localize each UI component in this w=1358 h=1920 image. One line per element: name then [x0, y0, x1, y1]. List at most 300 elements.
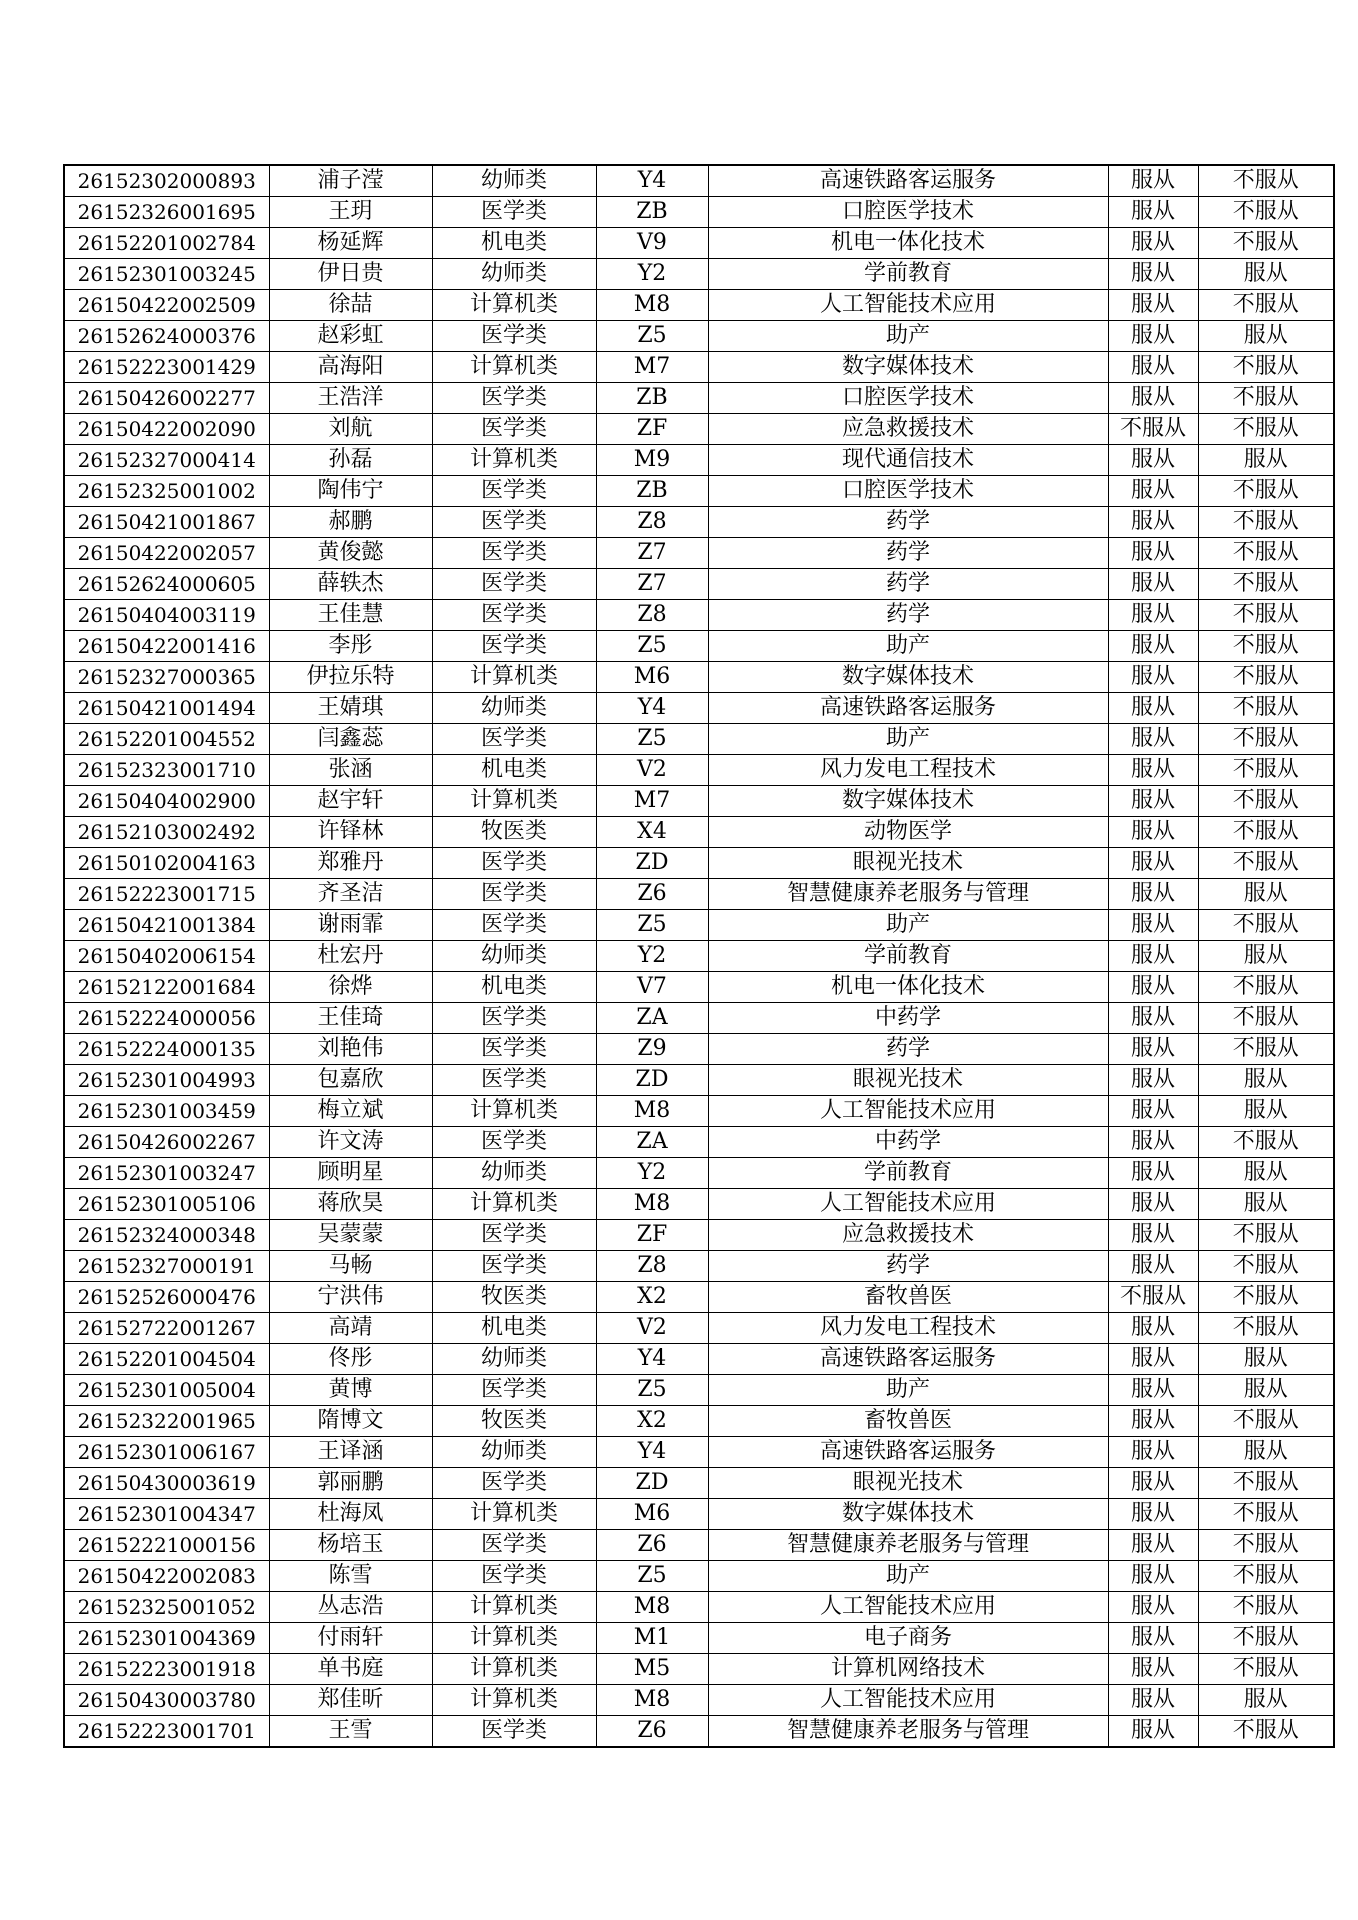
code-cell: X2	[596, 1406, 708, 1437]
table-row	[64, 693, 1334, 724]
name-cell: 薛轶杰	[269, 569, 432, 600]
name-cell: 孙磊	[269, 445, 432, 476]
adjust-cell: 服从	[1108, 476, 1198, 507]
code-cell: Y4	[596, 165, 708, 197]
exam-number-cell: 26152325001052	[64, 1592, 269, 1623]
exam-number-cell: 26150426002267	[64, 1127, 269, 1158]
transfer-cell: 不服从	[1198, 786, 1334, 817]
table-row	[64, 1716, 1334, 1748]
name-cell: 郭丽鹏	[269, 1468, 432, 1499]
adjust-cell: 服从	[1108, 879, 1198, 910]
adjust-cell: 服从	[1108, 1189, 1198, 1220]
table-row	[64, 1685, 1334, 1716]
category-cell: 医学类	[432, 1220, 596, 1251]
adjust-cell: 服从	[1108, 600, 1198, 631]
exam-number-cell: 26150102004163	[64, 848, 269, 879]
name-cell: 顾明星	[269, 1158, 432, 1189]
code-cell: M9	[596, 445, 708, 476]
category-cell: 幼师类	[432, 259, 596, 290]
major-cell: 眼视光技术	[708, 1065, 1108, 1096]
category-cell: 医学类	[432, 1375, 596, 1406]
exam-number-cell: 26152201002784	[64, 228, 269, 259]
transfer-cell: 服从	[1198, 1065, 1334, 1096]
table-row	[64, 910, 1334, 941]
category-cell: 计算机类	[432, 662, 596, 693]
table-row	[64, 941, 1334, 972]
transfer-cell: 不服从	[1198, 662, 1334, 693]
category-cell: 医学类	[432, 321, 596, 352]
table-row	[64, 1003, 1334, 1034]
category-cell: 医学类	[432, 600, 596, 631]
name-cell: 徐烨	[269, 972, 432, 1003]
adjust-cell: 服从	[1108, 1654, 1198, 1685]
transfer-cell: 不服从	[1198, 1003, 1334, 1034]
transfer-cell: 不服从	[1198, 1499, 1334, 1530]
table-row	[64, 1313, 1334, 1344]
transfer-cell: 不服从	[1198, 383, 1334, 414]
category-cell: 机电类	[432, 228, 596, 259]
adjust-cell: 服从	[1108, 1499, 1198, 1530]
name-cell: 杨培玉	[269, 1530, 432, 1561]
major-cell: 学前教育	[708, 941, 1108, 972]
exam-number-cell: 26152301004993	[64, 1065, 269, 1096]
name-cell: 杜海凤	[269, 1499, 432, 1530]
exam-number-cell: 26152302000893	[64, 165, 269, 197]
major-cell: 助产	[708, 321, 1108, 352]
code-cell: Y4	[596, 1437, 708, 1468]
major-cell: 数字媒体技术	[708, 1499, 1108, 1530]
adjust-cell: 服从	[1108, 165, 1198, 197]
exam-number-cell: 26152301005004	[64, 1375, 269, 1406]
category-cell: 医学类	[432, 1127, 596, 1158]
category-cell: 计算机类	[432, 290, 596, 321]
code-cell: Z5	[596, 910, 708, 941]
code-cell: ZA	[596, 1127, 708, 1158]
exam-number-cell: 26152301005106	[64, 1189, 269, 1220]
major-cell: 中药学	[708, 1003, 1108, 1034]
exam-number-cell: 26150421001494	[64, 693, 269, 724]
major-cell: 现代通信技术	[708, 445, 1108, 476]
table-row	[64, 259, 1334, 290]
category-cell: 牧医类	[432, 1406, 596, 1437]
adjust-cell: 服从	[1108, 1685, 1198, 1716]
table-row	[64, 569, 1334, 600]
exam-number-cell: 26152224000056	[64, 1003, 269, 1034]
category-cell: 医学类	[432, 1065, 596, 1096]
name-cell: 伊拉乐特	[269, 662, 432, 693]
code-cell: V2	[596, 1313, 708, 1344]
major-cell: 数字媒体技术	[708, 352, 1108, 383]
exam-number-cell: 26152323001710	[64, 755, 269, 786]
adjust-cell: 服从	[1108, 786, 1198, 817]
name-cell: 郑雅丹	[269, 848, 432, 879]
exam-number-cell: 26152526000476	[64, 1282, 269, 1313]
name-cell: 单书庭	[269, 1654, 432, 1685]
adjust-cell: 服从	[1108, 1716, 1198, 1748]
exam-number-cell: 26152322001965	[64, 1406, 269, 1437]
name-cell: 李彤	[269, 631, 432, 662]
table-row	[64, 197, 1334, 228]
code-cell: M7	[596, 352, 708, 383]
transfer-cell: 不服从	[1198, 1406, 1334, 1437]
major-cell: 数字媒体技术	[708, 786, 1108, 817]
exam-number-cell: 26150422002090	[64, 414, 269, 445]
transfer-cell: 服从	[1198, 1189, 1334, 1220]
exam-number-cell: 26152301003247	[64, 1158, 269, 1189]
major-cell: 风力发电工程技术	[708, 755, 1108, 786]
transfer-cell: 服从	[1198, 259, 1334, 290]
exam-number-cell: 26152223001918	[64, 1654, 269, 1685]
major-cell: 高速铁路客运服务	[708, 1344, 1108, 1375]
category-cell: 计算机类	[432, 1096, 596, 1127]
adjust-cell: 服从	[1108, 321, 1198, 352]
transfer-cell: 不服从	[1198, 1716, 1334, 1748]
major-cell: 口腔医学技术	[708, 476, 1108, 507]
name-cell: 包嘉欣	[269, 1065, 432, 1096]
name-cell: 闫鑫蕊	[269, 724, 432, 755]
adjust-cell: 服从	[1108, 383, 1198, 414]
exam-number-cell: 26152624000376	[64, 321, 269, 352]
adjust-cell: 服从	[1108, 941, 1198, 972]
code-cell: ZB	[596, 383, 708, 414]
name-cell: 黄博	[269, 1375, 432, 1406]
major-cell: 助产	[708, 631, 1108, 662]
category-cell: 幼师类	[432, 1437, 596, 1468]
adjust-cell: 服从	[1108, 693, 1198, 724]
major-cell: 眼视光技术	[708, 848, 1108, 879]
name-cell: 宁洪伟	[269, 1282, 432, 1313]
transfer-cell: 不服从	[1198, 631, 1334, 662]
transfer-cell: 服从	[1198, 879, 1334, 910]
code-cell: M8	[596, 1189, 708, 1220]
exam-number-cell: 26152223001715	[64, 879, 269, 910]
category-cell: 医学类	[432, 1034, 596, 1065]
table-row	[64, 1530, 1334, 1561]
name-cell: 佟彤	[269, 1344, 432, 1375]
adjust-cell: 服从	[1108, 1158, 1198, 1189]
transfer-cell: 不服从	[1198, 290, 1334, 321]
table-row	[64, 165, 1334, 197]
transfer-cell: 不服从	[1198, 476, 1334, 507]
exam-number-cell: 26152103002492	[64, 817, 269, 848]
category-cell: 医学类	[432, 1561, 596, 1592]
transfer-cell: 不服从	[1198, 1251, 1334, 1282]
major-cell: 学前教育	[708, 1158, 1108, 1189]
transfer-cell: 不服从	[1198, 1034, 1334, 1065]
table-row	[64, 383, 1334, 414]
major-cell: 眼视光技术	[708, 1468, 1108, 1499]
exam-number-cell: 26152201004504	[64, 1344, 269, 1375]
table-row	[64, 972, 1334, 1003]
exam-number-cell: 26150421001384	[64, 910, 269, 941]
transfer-cell: 服从	[1198, 1437, 1334, 1468]
code-cell: ZD	[596, 1065, 708, 1096]
category-cell: 计算机类	[432, 1499, 596, 1530]
transfer-cell: 不服从	[1198, 910, 1334, 941]
code-cell: M8	[596, 1096, 708, 1127]
major-cell: 畜牧兽医	[708, 1406, 1108, 1437]
major-cell: 高速铁路客运服务	[708, 165, 1108, 197]
name-cell: 刘航	[269, 414, 432, 445]
table-row	[64, 1406, 1334, 1437]
transfer-cell: 不服从	[1198, 755, 1334, 786]
category-cell: 医学类	[432, 1716, 596, 1748]
category-cell: 医学类	[432, 1468, 596, 1499]
adjust-cell: 服从	[1108, 352, 1198, 383]
major-cell: 助产	[708, 724, 1108, 755]
name-cell: 许铎林	[269, 817, 432, 848]
code-cell: Z8	[596, 507, 708, 538]
name-cell: 吴蒙蒙	[269, 1220, 432, 1251]
transfer-cell: 不服从	[1198, 228, 1334, 259]
table-row	[64, 1468, 1334, 1499]
code-cell: ZA	[596, 1003, 708, 1034]
name-cell: 付雨轩	[269, 1623, 432, 1654]
name-cell: 蒋欣昊	[269, 1189, 432, 1220]
name-cell: 陈雪	[269, 1561, 432, 1592]
name-cell: 徐喆	[269, 290, 432, 321]
category-cell: 医学类	[432, 507, 596, 538]
student-table	[63, 164, 1335, 1748]
category-cell: 计算机类	[432, 1623, 596, 1654]
code-cell: Y4	[596, 693, 708, 724]
adjust-cell: 服从	[1108, 1096, 1198, 1127]
name-cell: 王婧琪	[269, 693, 432, 724]
category-cell: 医学类	[432, 1003, 596, 1034]
exam-number-cell: 26150422002083	[64, 1561, 269, 1592]
adjust-cell: 服从	[1108, 507, 1198, 538]
adjust-cell: 服从	[1108, 290, 1198, 321]
exam-number-cell: 26152326001695	[64, 197, 269, 228]
table-row	[64, 290, 1334, 321]
transfer-cell: 不服从	[1198, 538, 1334, 569]
code-cell: V9	[596, 228, 708, 259]
table-row	[64, 662, 1334, 693]
code-cell: Z8	[596, 600, 708, 631]
table-row	[64, 1592, 1334, 1623]
code-cell: Z6	[596, 879, 708, 910]
code-cell: Z7	[596, 569, 708, 600]
code-cell: Z5	[596, 724, 708, 755]
adjust-cell: 服从	[1108, 1251, 1198, 1282]
code-cell: M6	[596, 1499, 708, 1530]
exam-number-cell: 26152301004369	[64, 1623, 269, 1654]
code-cell: M1	[596, 1623, 708, 1654]
category-cell: 计算机类	[432, 1654, 596, 1685]
adjust-cell: 服从	[1108, 631, 1198, 662]
table-row	[64, 786, 1334, 817]
name-cell: 王佳慧	[269, 600, 432, 631]
name-cell: 王浩洋	[269, 383, 432, 414]
exam-number-cell: 26152201004552	[64, 724, 269, 755]
major-cell: 人工智能技术应用	[708, 1592, 1108, 1623]
code-cell: Y2	[596, 1158, 708, 1189]
transfer-cell: 服从	[1198, 1096, 1334, 1127]
adjust-cell: 服从	[1108, 569, 1198, 600]
major-cell: 智慧健康养老服务与管理	[708, 1530, 1108, 1561]
major-cell: 机电一体化技术	[708, 228, 1108, 259]
category-cell: 医学类	[432, 879, 596, 910]
exam-number-cell: 26150422001416	[64, 631, 269, 662]
adjust-cell: 不服从	[1108, 414, 1198, 445]
category-cell: 医学类	[432, 1251, 596, 1282]
transfer-cell: 服从	[1198, 1375, 1334, 1406]
major-cell: 药学	[708, 538, 1108, 569]
code-cell: Z5	[596, 1561, 708, 1592]
adjust-cell: 服从	[1108, 1034, 1198, 1065]
exam-number-cell: 26150430003780	[64, 1685, 269, 1716]
major-cell: 动物医学	[708, 817, 1108, 848]
name-cell: 张涵	[269, 755, 432, 786]
code-cell: ZD	[596, 848, 708, 879]
category-cell: 医学类	[432, 631, 596, 662]
major-cell: 风力发电工程技术	[708, 1313, 1108, 1344]
table-row	[64, 1065, 1334, 1096]
table-row	[64, 352, 1334, 383]
category-cell: 幼师类	[432, 693, 596, 724]
transfer-cell: 服从	[1198, 1344, 1334, 1375]
name-cell: 丛志浩	[269, 1592, 432, 1623]
name-cell: 杨延辉	[269, 228, 432, 259]
category-cell: 医学类	[432, 383, 596, 414]
table-row	[64, 476, 1334, 507]
adjust-cell: 服从	[1108, 538, 1198, 569]
major-cell: 药学	[708, 1251, 1108, 1282]
table-row	[64, 1034, 1334, 1065]
code-cell: ZF	[596, 414, 708, 445]
category-cell: 计算机类	[432, 1685, 596, 1716]
major-cell: 药学	[708, 1034, 1108, 1065]
category-cell: 计算机类	[432, 1592, 596, 1623]
major-cell: 机电一体化技术	[708, 972, 1108, 1003]
adjust-cell: 服从	[1108, 1561, 1198, 1592]
code-cell: V2	[596, 755, 708, 786]
major-cell: 应急救援技术	[708, 1220, 1108, 1251]
major-cell: 人工智能技术应用	[708, 1685, 1108, 1716]
category-cell: 计算机类	[432, 445, 596, 476]
major-cell: 高速铁路客运服务	[708, 693, 1108, 724]
table-row	[64, 600, 1334, 631]
adjust-cell: 服从	[1108, 817, 1198, 848]
transfer-cell: 不服从	[1198, 352, 1334, 383]
name-cell: 伊日贵	[269, 259, 432, 290]
exam-number-cell: 26152301003245	[64, 259, 269, 290]
exam-number-cell: 26152223001701	[64, 1716, 269, 1748]
exam-number-cell: 26152327000191	[64, 1251, 269, 1282]
table-row	[64, 1654, 1334, 1685]
major-cell: 口腔医学技术	[708, 383, 1108, 414]
transfer-cell: 不服从	[1198, 1623, 1334, 1654]
transfer-cell: 不服从	[1198, 817, 1334, 848]
code-cell: ZB	[596, 476, 708, 507]
transfer-cell: 不服从	[1198, 1592, 1334, 1623]
transfer-cell: 不服从	[1198, 569, 1334, 600]
name-cell: 赵彩虹	[269, 321, 432, 352]
code-cell: Z7	[596, 538, 708, 569]
table-row	[64, 1127, 1334, 1158]
major-cell: 助产	[708, 1375, 1108, 1406]
category-cell: 医学类	[432, 538, 596, 569]
table-row	[64, 1344, 1334, 1375]
code-cell: Z6	[596, 1716, 708, 1748]
major-cell: 电子商务	[708, 1623, 1108, 1654]
code-cell: M8	[596, 1592, 708, 1623]
adjust-cell: 服从	[1108, 1313, 1198, 1344]
exam-number-cell: 26152223001429	[64, 352, 269, 383]
table-row	[64, 228, 1334, 259]
transfer-cell: 不服从	[1198, 1313, 1334, 1344]
major-cell: 助产	[708, 1561, 1108, 1592]
major-cell: 学前教育	[708, 259, 1108, 290]
exam-number-cell: 26152327000414	[64, 445, 269, 476]
transfer-cell: 不服从	[1198, 507, 1334, 538]
name-cell: 陶伟宁	[269, 476, 432, 507]
code-cell: ZF	[596, 1220, 708, 1251]
adjust-cell: 服从	[1108, 445, 1198, 476]
table-row	[64, 1375, 1334, 1406]
exam-number-cell: 26152722001267	[64, 1313, 269, 1344]
adjust-cell: 服从	[1108, 724, 1198, 755]
category-cell: 计算机类	[432, 352, 596, 383]
transfer-cell: 服从	[1198, 1158, 1334, 1189]
adjust-cell: 服从	[1108, 1220, 1198, 1251]
exam-number-cell: 26152301003459	[64, 1096, 269, 1127]
transfer-cell: 服从	[1198, 1685, 1334, 1716]
major-cell: 人工智能技术应用	[708, 290, 1108, 321]
major-cell: 数字媒体技术	[708, 662, 1108, 693]
name-cell: 王玥	[269, 197, 432, 228]
adjust-cell: 服从	[1108, 755, 1198, 786]
name-cell: 齐圣洁	[269, 879, 432, 910]
name-cell: 郝鹏	[269, 507, 432, 538]
adjust-cell: 服从	[1108, 1468, 1198, 1499]
table-row	[64, 1499, 1334, 1530]
code-cell: Z5	[596, 631, 708, 662]
name-cell: 杜宏丹	[269, 941, 432, 972]
category-cell: 机电类	[432, 972, 596, 1003]
transfer-cell: 服从	[1198, 321, 1334, 352]
adjust-cell: 服从	[1108, 197, 1198, 228]
exam-number-cell: 26152301004347	[64, 1499, 269, 1530]
exam-number-cell: 26150404003119	[64, 600, 269, 631]
name-cell: 王译涵	[269, 1437, 432, 1468]
code-cell: V7	[596, 972, 708, 1003]
major-cell: 畜牧兽医	[708, 1282, 1108, 1313]
table-row	[64, 1096, 1334, 1127]
adjust-cell: 服从	[1108, 848, 1198, 879]
transfer-cell: 不服从	[1198, 1654, 1334, 1685]
table-row	[64, 1623, 1334, 1654]
name-cell: 王佳琦	[269, 1003, 432, 1034]
name-cell: 王雪	[269, 1716, 432, 1748]
major-cell: 药学	[708, 507, 1108, 538]
adjust-cell: 服从	[1108, 1127, 1198, 1158]
table-row	[64, 817, 1334, 848]
table-row	[64, 1158, 1334, 1189]
code-cell: Z5	[596, 1375, 708, 1406]
category-cell: 医学类	[432, 476, 596, 507]
transfer-cell: 不服从	[1198, 724, 1334, 755]
code-cell: Y2	[596, 941, 708, 972]
transfer-cell: 不服从	[1198, 972, 1334, 1003]
name-cell: 高靖	[269, 1313, 432, 1344]
table-row	[64, 1561, 1334, 1592]
name-cell: 许文涛	[269, 1127, 432, 1158]
adjust-cell: 服从	[1108, 1592, 1198, 1623]
major-cell: 药学	[708, 600, 1108, 631]
name-cell: 隋博文	[269, 1406, 432, 1437]
code-cell: M7	[596, 786, 708, 817]
